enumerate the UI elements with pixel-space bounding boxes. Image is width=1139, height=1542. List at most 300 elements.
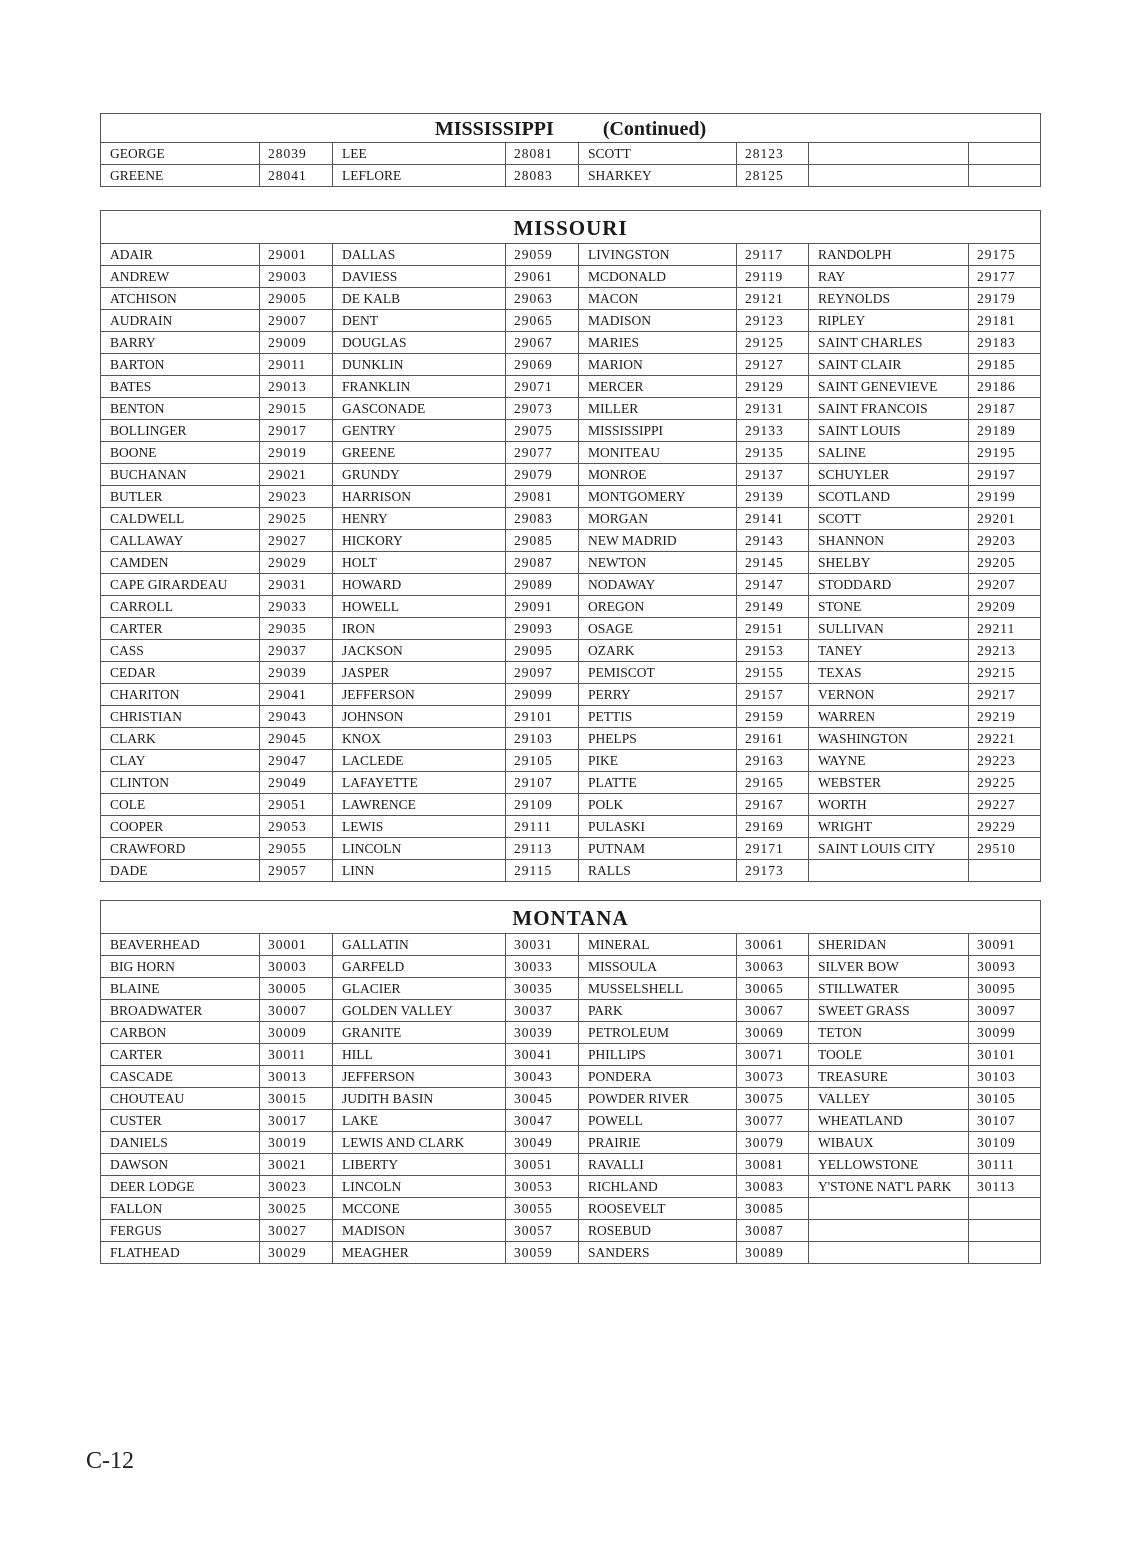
fips-code-cell: 29035 [260,618,333,640]
fips-code-cell: 29143 [737,530,809,552]
county-name-cell: OREGON [579,596,737,618]
county-name-cell: WEBSTER [809,772,969,794]
fips-code-cell: 29055 [260,838,333,860]
county-name-cell: NODAWAY [579,574,737,596]
county-name-cell: HOWARD [333,574,506,596]
fips-code-cell: 29097 [506,662,579,684]
county-name-cell: DE KALB [333,288,506,310]
fips-code-cell: 30009 [260,1022,333,1044]
fips-code-cell: 29047 [260,750,333,772]
fips-code-cell: 29073 [506,398,579,420]
county-name-cell: GRANITE [333,1022,506,1044]
state-title: MISSOURI [513,215,628,240]
fips-code-cell: 29059 [506,244,579,266]
county-name-cell: DEER LODGE [101,1176,260,1198]
fips-code-cell: 29023 [260,486,333,508]
county-name-cell: SWEET GRASS [809,1000,969,1022]
fips-code-cell: 29107 [506,772,579,794]
fips-code-cell: 30015 [260,1088,333,1110]
county-name-cell: HICKORY [333,530,506,552]
state-subtitle: (Continued) [602,117,707,140]
county-name-cell: MISSISSIPPI [579,420,737,442]
table-row [101,1066,1041,1088]
table-row [101,1022,1041,1044]
county-name-cell: STODDARD [809,574,969,596]
page-number: C-12 [86,1448,134,1474]
county-name-cell: HOWELL [333,596,506,618]
county-name-cell: STILLWATER [809,978,969,1000]
fips-code-cell: 29111 [506,816,579,838]
county-name-cell: BOLLINGER [101,420,260,442]
fips-code-cell: 29033 [260,596,333,618]
fips-code-cell: 30007 [260,1000,333,1022]
county-name-cell: SAINT LOUIS [809,420,969,442]
county-name-cell: BUCHANAN [101,464,260,486]
fips-code-cell: 29103 [506,728,579,750]
table-row [101,1088,1041,1110]
fips-code-cell: 30107 [969,1110,1041,1132]
fips-code-cell [969,860,1041,882]
fips-code-cell: 29019 [260,442,333,464]
county-name-cell: LEFLORE [333,165,506,187]
county-name-cell: STONE [809,596,969,618]
county-name-cell: PEMISCOT [579,662,737,684]
fips-code-cell: 28081 [506,143,579,165]
fips-code-cell: 29037 [260,640,333,662]
fips-code-cell: 30061 [737,934,809,956]
fips-code-cell: 29011 [260,354,333,376]
county-name-cell: DANIELS [101,1132,260,1154]
county-name-cell: SAINT LOUIS CITY [809,838,969,860]
county-name-cell: SHELBY [809,552,969,574]
table-row [101,1242,1041,1264]
county-name-cell: CRAWFORD [101,838,260,860]
county-name-cell: LINCOLN [333,838,506,860]
fips-code-cell: 30047 [506,1110,579,1132]
county-name-cell: LEWIS [333,816,506,838]
fips-code-cell: 30003 [260,956,333,978]
county-name-cell: TOOLE [809,1044,969,1066]
fips-code-cell: 29127 [737,354,809,376]
county-name-cell: JOHNSON [333,706,506,728]
county-name-cell: IRON [333,618,506,640]
fips-code-cell: 29065 [506,310,579,332]
county-name-cell: BLAINE [101,978,260,1000]
county-name-cell: PLATTE [579,772,737,794]
county-name-cell: POLK [579,794,737,816]
fips-code-cell: 29063 [506,288,579,310]
fips-code-cell: 29197 [969,464,1041,486]
fips-code-cell: 29057 [260,860,333,882]
county-name-cell: MCCONE [333,1198,506,1220]
fips-code-cell: 30097 [969,1000,1041,1022]
county-name-cell: WASHINGTON [809,728,969,750]
fips-code-cell: 29105 [506,750,579,772]
county-name-cell: SCHUYLER [809,464,969,486]
county-name-cell: CASCADE [101,1066,260,1088]
fips-code-cell [969,1198,1041,1220]
county-name-cell: BATES [101,376,260,398]
fips-code-cell: 29225 [969,772,1041,794]
county-name-cell: MONITEAU [579,442,737,464]
mississippi-table-block [100,113,1040,187]
table-row [101,376,1041,398]
county-name-cell: TEXAS [809,662,969,684]
county-name-cell: WAYNE [809,750,969,772]
table-row [101,244,1041,266]
fips-code-cell: 29017 [260,420,333,442]
fips-code-cell: 29165 [737,772,809,794]
county-name-cell: DENT [333,310,506,332]
fips-code-cell: 30033 [506,956,579,978]
county-name-cell: HILL [333,1044,506,1066]
county-name-cell [809,1198,969,1220]
fips-code-cell: 29029 [260,552,333,574]
county-name-cell: SHANNON [809,530,969,552]
county-name-cell: SILVER BOW [809,956,969,978]
fips-code-cell: 29021 [260,464,333,486]
fips-code-cell: 29099 [506,684,579,706]
county-name-cell: GREENE [333,442,506,464]
county-name-cell: HENRY [333,508,506,530]
fips-code-cell: 29147 [737,574,809,596]
fips-code-cell: 30023 [260,1176,333,1198]
county-name-cell: Y'STONE NAT'L PARK [809,1176,969,1198]
fips-code-cell: 29201 [969,508,1041,530]
fips-code-cell: 30021 [260,1154,333,1176]
county-name-cell: MISSOULA [579,956,737,978]
fips-code-cell: 28039 [260,143,333,165]
county-name-cell: COOPER [101,816,260,838]
fips-code-cell: 30045 [506,1088,579,1110]
fips-code-cell: 29115 [506,860,579,882]
table-row [101,662,1041,684]
county-name-cell: SANDERS [579,1242,737,1264]
county-name-cell: MILLER [579,398,737,420]
county-name-cell: MONROE [579,464,737,486]
fips-code-cell: 29067 [506,332,579,354]
fips-code-cell: 29195 [969,442,1041,464]
fips-code-cell: 29119 [737,266,809,288]
fips-code-cell: 30039 [506,1022,579,1044]
county-name-cell: PETTIS [579,706,737,728]
fips-code-cell: 30051 [506,1154,579,1176]
fips-code-cell: 30085 [737,1198,809,1220]
fips-code-cell: 29131 [737,398,809,420]
county-name-cell: CARTER [101,1044,260,1066]
county-name-cell: LEE [333,143,506,165]
fips-code-cell: 30053 [506,1176,579,1198]
fips-code-cell: 30083 [737,1176,809,1198]
county-name-cell: REYNOLDS [809,288,969,310]
fips-code-cell: 30057 [506,1220,579,1242]
county-name-cell: CALDWELL [101,508,260,530]
county-name-cell: PERRY [579,684,737,706]
fips-code-cell: 30091 [969,934,1041,956]
fips-code-cell: 29139 [737,486,809,508]
fips-code-cell: 30037 [506,1000,579,1022]
county-name-cell: TETON [809,1022,969,1044]
table-row [101,1000,1041,1022]
county-name-cell [809,165,969,187]
fips-code-cell: 29101 [506,706,579,728]
fips-code-cell: 30087 [737,1220,809,1242]
table-row [101,706,1041,728]
county-name-cell: BARTON [101,354,260,376]
county-name-cell: FLATHEAD [101,1242,260,1264]
county-name-cell: DADE [101,860,260,882]
county-name-cell: DUNKLIN [333,354,506,376]
county-name-cell: PUTNAM [579,838,737,860]
county-name-cell: SCOTLAND [809,486,969,508]
fips-code-cell: 29229 [969,816,1041,838]
fips-code-cell: 29039 [260,662,333,684]
fips-code-cell: 29009 [260,332,333,354]
fips-code-cell: 29135 [737,442,809,464]
fips-code-cell: 29199 [969,486,1041,508]
fips-code-cell: 29149 [737,596,809,618]
state-title: MISSISSIPPI [434,117,554,140]
county-name-cell: OSAGE [579,618,737,640]
county-name-cell: AUDRAIN [101,310,260,332]
state-title: MONTANA [512,905,629,930]
table-row [101,530,1041,552]
fips-code-cell: 29145 [737,552,809,574]
county-name-cell: SULLIVAN [809,618,969,640]
table-row [101,1176,1041,1198]
fips-code-cell: 29003 [260,266,333,288]
county-name-cell: BIG HORN [101,956,260,978]
fips-code-cell: 30101 [969,1044,1041,1066]
county-name-cell: CUSTER [101,1110,260,1132]
fips-code-cell: 30071 [737,1044,809,1066]
fips-code-cell [969,1220,1041,1242]
county-name-cell: LIVINGSTON [579,244,737,266]
fips-code-cell: 30017 [260,1110,333,1132]
fips-code-cell: 29089 [506,574,579,596]
missouri-county-table [100,210,1041,882]
county-name-cell: CLARK [101,728,260,750]
fips-code-cell: 29095 [506,640,579,662]
county-name-cell: PIKE [579,750,737,772]
fips-code-cell: 30055 [506,1198,579,1220]
table-row [101,860,1041,882]
county-name-cell: RAY [809,266,969,288]
fips-code-cell: 29179 [969,288,1041,310]
table-row [101,143,1041,165]
county-name-cell: BOONE [101,442,260,464]
fips-code-cell: 29121 [737,288,809,310]
table-row [101,956,1041,978]
fips-code-cell: 30049 [506,1132,579,1154]
fips-code-cell: 29027 [260,530,333,552]
county-name-cell: CALLAWAY [101,530,260,552]
county-name-cell: GOLDEN VALLEY [333,1000,506,1022]
table-row [101,596,1041,618]
table-row [101,772,1041,794]
table-row [101,552,1041,574]
county-name-cell: SAINT CHARLES [809,332,969,354]
fips-code-cell: 29075 [506,420,579,442]
montana-table-block [100,900,1040,1264]
county-name-cell: WRIGHT [809,816,969,838]
county-name-cell: SAINT FRANCOIS [809,398,969,420]
missouri-table-block [100,210,1040,882]
table-row [101,508,1041,530]
county-name-cell: LACLEDE [333,750,506,772]
county-name-cell: WARREN [809,706,969,728]
fips-code-cell: 29167 [737,794,809,816]
table-row [101,464,1041,486]
table-row [101,574,1041,596]
county-name-cell: COLE [101,794,260,816]
county-name-cell: PETROLEUM [579,1022,737,1044]
county-name-cell: MERCER [579,376,737,398]
fips-code-cell: 29213 [969,640,1041,662]
table-row [101,310,1041,332]
fips-code-cell: 30011 [260,1044,333,1066]
county-name-cell: CARTER [101,618,260,640]
fips-code-cell: 29085 [506,530,579,552]
county-name-cell: DAWSON [101,1154,260,1176]
fips-code-cell: 30029 [260,1242,333,1264]
county-name-cell: SAINT GENEVIEVE [809,376,969,398]
table-row [101,640,1041,662]
fips-code-cell: 29049 [260,772,333,794]
county-name-cell: TREASURE [809,1066,969,1088]
fips-code-cell: 29061 [506,266,579,288]
county-name-cell [809,1242,969,1264]
fips-code-cell: 30043 [506,1066,579,1088]
county-name-cell: ATCHISON [101,288,260,310]
county-name-cell: DAVIESS [333,266,506,288]
county-name-cell: RALLS [579,860,737,882]
county-name-cell: GARFELD [333,956,506,978]
county-name-cell: SHERIDAN [809,934,969,956]
county-name-cell: GREENE [101,165,260,187]
table-row [101,618,1041,640]
fips-code-cell: 29093 [506,618,579,640]
fips-code-cell: 30013 [260,1066,333,1088]
fips-code-cell: 29005 [260,288,333,310]
county-name-cell: MINERAL [579,934,737,956]
montana-county-table [100,900,1041,1264]
county-name-cell: BENTON [101,398,260,420]
county-name-cell: LIBERTY [333,1154,506,1176]
fips-code-cell: 30059 [506,1242,579,1264]
county-name-cell: PRAIRIE [579,1132,737,1154]
fips-code-cell: 29186 [969,376,1041,398]
fips-code-cell: 29185 [969,354,1041,376]
fips-code-cell: 30063 [737,956,809,978]
table-row [101,420,1041,442]
county-name-cell: MCDONALD [579,266,737,288]
table-row [101,398,1041,420]
fips-code-cell: 29091 [506,596,579,618]
county-name-cell: MARION [579,354,737,376]
county-name-cell: JEFFERSON [333,684,506,706]
fips-code-cell: 29177 [969,266,1041,288]
county-name-cell: CARBON [101,1022,260,1044]
county-name-cell: LAWRENCE [333,794,506,816]
fips-code-cell: 29183 [969,332,1041,354]
county-name-cell [809,143,969,165]
fips-code-cell: 30111 [969,1154,1041,1176]
fips-code-cell: 28123 [737,143,809,165]
county-name-cell: MEAGHER [333,1242,506,1264]
fips-code-cell: 30081 [737,1154,809,1176]
fips-code-cell: 30025 [260,1198,333,1220]
county-name-cell: JACKSON [333,640,506,662]
county-name-cell: CHOUTEAU [101,1088,260,1110]
fips-code-cell: 30103 [969,1066,1041,1088]
fips-code-cell: 29053 [260,816,333,838]
county-name-cell: MADISON [579,310,737,332]
fips-code-cell: 29045 [260,728,333,750]
fips-code-cell: 29141 [737,508,809,530]
county-name-cell: PHELPS [579,728,737,750]
county-name-cell: MACON [579,288,737,310]
county-name-cell: LINN [333,860,506,882]
fips-code-cell: 29071 [506,376,579,398]
county-name-cell: PULASKI [579,816,737,838]
fips-code-cell: 29211 [969,618,1041,640]
fips-code-cell: 28041 [260,165,333,187]
fips-code-cell: 29109 [506,794,579,816]
county-name-cell: GLACIER [333,978,506,1000]
county-name-cell: WHEATLAND [809,1110,969,1132]
county-name-cell: GEORGE [101,143,260,165]
fips-code-cell: 29013 [260,376,333,398]
fips-code-cell: 29207 [969,574,1041,596]
county-name-cell: YELLOWSTONE [809,1154,969,1176]
montana-header [101,901,1041,934]
table-row [101,816,1041,838]
fips-code-cell: 29123 [737,310,809,332]
fips-code-cell: 30093 [969,956,1041,978]
fips-code-cell: 30069 [737,1022,809,1044]
county-name-cell: ANDREW [101,266,260,288]
county-name-cell: RICHLAND [579,1176,737,1198]
table-row [101,266,1041,288]
county-name-cell: CHARITON [101,684,260,706]
table-row [101,728,1041,750]
fips-code-cell: 29203 [969,530,1041,552]
county-name-cell: LAKE [333,1110,506,1132]
mississippi-header [101,114,1041,143]
county-name-cell: SALINE [809,442,969,464]
county-name-cell: CLAY [101,750,260,772]
fips-code-cell: 30073 [737,1066,809,1088]
county-name-cell: GALLATIN [333,934,506,956]
county-name-cell: KNOX [333,728,506,750]
county-name-cell: FRANKLIN [333,376,506,398]
table-row [101,1110,1041,1132]
county-name-cell [809,860,969,882]
fips-code-cell: 29159 [737,706,809,728]
county-name-cell: CLINTON [101,772,260,794]
table-row [101,934,1041,956]
county-name-cell: SHARKEY [579,165,737,187]
table-row [101,165,1041,187]
fips-code-cell: 29043 [260,706,333,728]
county-name-cell: ROOSEVELT [579,1198,737,1220]
county-name-cell: RIPLEY [809,310,969,332]
county-name-cell: ROSEBUD [579,1220,737,1242]
fips-code-cell: 29155 [737,662,809,684]
table-row [101,486,1041,508]
fips-code-cell: 28083 [506,165,579,187]
